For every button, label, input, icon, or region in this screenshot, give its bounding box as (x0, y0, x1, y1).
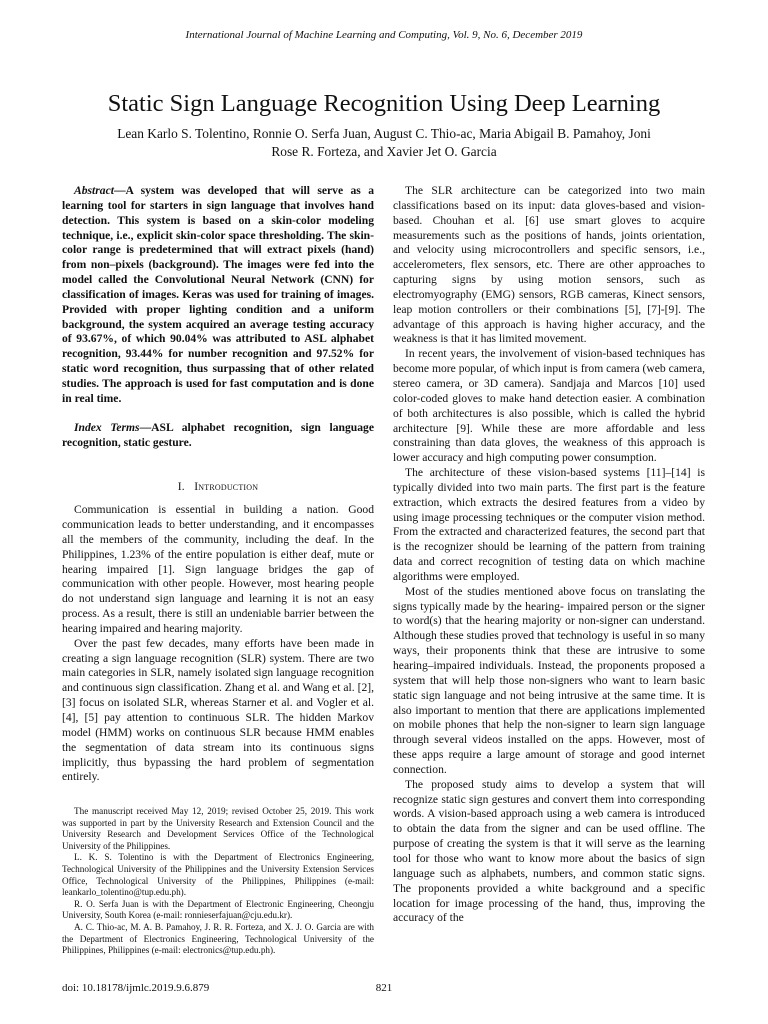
body-paragraph: The architecture of these vision-based systems [11]–[14] is typically divided into two main parts. The first part is the feature extraction, which extracts the desired features from a video by using image processing techniques or the computer vision method. From the extracted and characterized features, the second part that is the recognizer should be learning of the pattern from training data and correct recognition of testing data on which machine algorithms were employed. (393, 466, 705, 583)
footnote-author: R. O. Serfa Juan is with the Department of Electronic Engineering, Cheongju University, South Korea (e-mail: ronnieserfajuan@cju.edu.kr). (62, 898, 374, 921)
footnote-manuscript: The manuscript received May 12, 2019; revised October 25, 2019. This work was supported in part by the University Research and Extension Council and the University Research and Development Services Office of the Technological University of the Philippines. (62, 806, 374, 851)
abstract (62, 184, 374, 407)
intro-paragraph: Communication is essential in building a nation. Good communication leads to better understanding, and it encompasses all the members of the community, including the deaf. In the Philippines, 1.23% of the entire population is either deaf, mute or hearing impaired [1]. Sign language bridges the gap of communication with other people. However, most hearing people do not understand sign language and learning it is not an easy process. As a result, there is still an undeniable barrier between the hearing impaired and hearing majority. (62, 503, 374, 635)
section-heading-introduction (62, 480, 374, 495)
abstract-label: Abstract (74, 184, 114, 197)
left-column (62, 184, 374, 785)
page-number: 821 (375, 982, 393, 994)
abstract-dash: — (113, 184, 126, 197)
index-terms (62, 421, 374, 451)
index-terms-dash: — (139, 420, 152, 434)
body-paragraph: Most of the studies mentioned above focus on translating the signs typically made by the hearing- impaired person or the signer to word(s) that the hearing majority or non-signer can understand. Although these studies proved that technology is useful in so many ways, their proponents think that these are intrusive to some hearing–impaired individuals. Instead, the proponents proposed a system that will help those non-signers who want to learn basic static sign language and not being intrusive at the same time. It is also important to mention that there are applications implemented on mobile phones that help the non-signer to learn sign language through several videos installed on the apps. However, most of these apps require a large amount of storage and good internet connection. (393, 584, 705, 776)
journal-header: International Journal of Machine Learning and Computing, Vol. 9, No. 6, December 2019 (185, 29, 583, 41)
index-terms-label: Index Terms (74, 420, 140, 434)
section-number: I. (177, 480, 185, 494)
author-line-2: Rose R. Forteza, and Xavier Jet O. Garcia (271, 144, 497, 159)
intro-paragraph: Over the past few decades, many efforts have been made in creating a sign language recognition (SLR) system. There are two main categories in SLR, namely isolated sign language recognition and continuous sign classification. Zhang et al. and Wang et al. [2], [3] focus on isolated SLR, whereas Starner et al. and Vogler et al. [4], [5] pay attention to continuous SLR. The hidden Markov model (HMM) works on continuous SLR because HMM enables the segmentation of data stream into its continuous signs implicitly, thus bypassing the hard problem of segmentation entirely. (62, 636, 374, 784)
footnote-author: L. K. S. Tolentino is with the Department of Electronics Engineering, Technological University of the Philippines and the University Extension Services Office, Technological University of the Philippines, Philippines (e-mail: leankarlo_tolentino@tup.edu.ph). (62, 852, 374, 898)
body-paragraph: The SLR architecture can be categorized into two main classifications based on its input: data gloves-based and vision-based. Chouhan et al. [6] use smart gloves to acquire measurements such as the positions of hands, joints orientation, and velocity using microcontrollers and specific sensors, i.e., accelerometers, flex sensors, etc. There are other approaches to capturing signs by using motion sensors, such as electromyography (EMG) sensors, RGB cameras, Kinect sensors, leap motion controllers or their combinations [5], [7]-[9]. The advantage of this approach is having higher accuracy, and the weakness is that it has limited movement. (393, 184, 705, 346)
author-list (80, 125, 688, 161)
section-title: Introduction (194, 480, 259, 494)
footnotes (62, 806, 374, 957)
body-paragraph: The proposed study aims to develop a system that will recognize static sign gestures and convert them into corresponding words. A vision-based approach using a web camera is introduced to obtain the data from the signer and can be used offline. The purpose of creating the system is that it will serve as the learning tool for those who want to know more about the basics of sign language such as alphabets, numbers, and common static signs. The proponents provided a white background and a specific location for image processing of the hand, thus, improving the accuracy of the (393, 777, 705, 925)
right-column (393, 184, 705, 926)
abstract-text: A system was developed that will serve as a learning tool for starters in sign language that involves hand detection. This system is based on a skin-color modeling technique, i.e., explicit skin-color space thresholding. The skin-color range is predetermined that will extract pixels (hand) from non–pixels (background). The images were fed into the model called the Convolutional Neural Network (CNN) for classification of images. Keras was used for training of images. Provided with proper lighting condition and a uniform background, the system acquired an average testing accuracy of 93.67%, of which 90.04% was attributed to ASL alphabet recognition, 93.44% for number recognition and 97.52% for static word recognition, thus surpassing that of other related studies. The approach is used for fast computation and is done in real time. (62, 184, 374, 405)
index-terms-text: ASL alphabet recognition, sign language recognition, static gesture. (62, 420, 374, 449)
paper-title: Static Sign Language Recognition Using Deep Learning (107, 90, 661, 118)
author-line-1: Lean Karlo S. Tolentino, Ronnie O. Serfa Juan, August C. Thio-ac, Maria Abigail B. Pamahoy, Joni (117, 126, 651, 141)
doi-footer: doi: 10.18178/ijmlc.2019.9.6.879 (62, 982, 210, 994)
body-paragraph: In recent years, the involvement of vision-based techniques has become more popular, of which input is from camera (web camera, stereo camera, or 3D camera). Sandjaja and Marcos [10] used color-coded gloves to make hand detection easier. A combination of both architectures is also possible, which is called the hybrid architecture [9]. While these are more affordable and less constraining than data gloves, the weakness of this approach is lower accuracy and high computing power consumption. (393, 347, 705, 465)
footnote-author: A. C. Thio-ac, M. A. B. Pamahoy, J. R. R. Forteza, and X. J. O. Garcia are with the Department of Electronics Engineering, Technological University of the Philippines, Philippines (e-mail: electronics@tup.edu.ph). (62, 921, 374, 956)
